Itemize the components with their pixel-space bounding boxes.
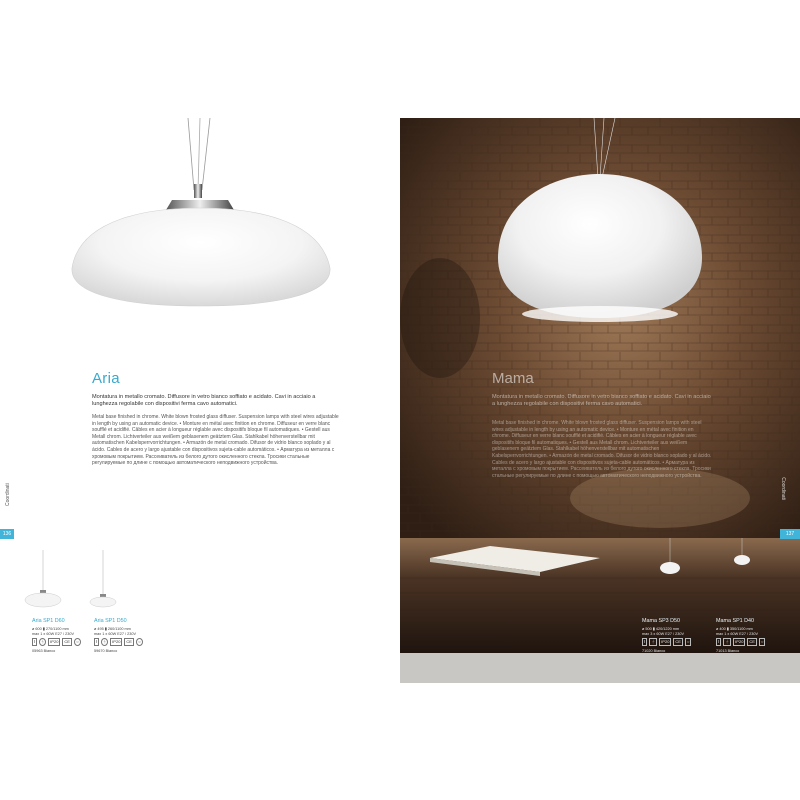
class-icon: Ⅰ	[96, 639, 98, 644]
ce-mark: CE	[675, 639, 681, 644]
bulb-icon: ○	[136, 638, 143, 646]
right-page	[400, 118, 800, 683]
ip-rating: IP20	[112, 639, 121, 644]
product-card-aria-d60	[18, 550, 79, 653]
product-dimensions: ø 500 ▮ 420/1220 mm	[642, 627, 680, 631]
earth-icon: ⏚	[651, 639, 656, 644]
ip-rating: IP20	[50, 639, 59, 644]
class-icon: Ⅰ	[718, 639, 720, 644]
product-code: 59670 Bianco	[94, 649, 118, 653]
aria-d50-thumbnail	[78, 550, 128, 615]
bulb-icon: ○	[760, 639, 764, 644]
page-number-tab: 137	[780, 529, 800, 539]
left-page	[0, 118, 400, 683]
product-title: Aria	[92, 370, 120, 387]
aria-d60-thumbnail	[18, 550, 68, 615]
page-number-tab: 136	[0, 529, 14, 539]
section-label: Coordinati	[5, 483, 11, 506]
product-name: Aria SP1 D50	[94, 618, 127, 624]
product-name: Mama SP3 D50	[642, 618, 681, 624]
product-dimensions: ø 600 ▮ 270/1100 mm	[32, 627, 69, 631]
earth-icon: ⏚	[40, 639, 45, 644]
product-name: Mama SP1 D40	[716, 618, 755, 624]
description-multilingual: Metal base finished in chrome. White blown frosted glass diffuser. Suspension lamps with steel wires adjustable in length by using an automatic device. • Monture en métal avec finition en chrome. Diffuseur en verre blanc soufflé et acidifié. Câbles en acier à longueur réglable avec dispositifs bloque fil automatiques. • Gestell aus Metall chrom. Lichtverteiler aus weißem geblasenem geätztem Glas. Stahlkabel höhenverstellbar mit automatischen Kabelsperrvorrichtungen. • Armazón de metal cromado. Difusor de vidrio blanco soplado y al ácido. Cables de acero y largo ajustable con dispositivos sujeta-cable automáticos. • Арматура из металла с хромовым покрытием. Рассеиватель из белого дутого окисленного стекла. Тросики стальные регулируемые по длине с помощью автоматического неподвижного устройства.	[92, 414, 339, 467]
aria-pendant-lamp-image	[60, 118, 370, 333]
ip-rating: IP20	[661, 639, 670, 644]
certification-symbols	[716, 638, 765, 646]
product-card-aria-d50	[78, 550, 141, 653]
class-icon: Ⅰ	[34, 639, 36, 644]
bulb-icon: ○	[74, 638, 81, 646]
certification-symbols	[642, 638, 691, 646]
class-icon: Ⅰ	[644, 639, 646, 644]
product-wattage: max 1 x 60W E27 / 230V	[716, 632, 758, 636]
description-italian: Montatura in metallo cromato. Diffusore in vetro bianco soffiato e acidato. Cavi in acciaio a lunghezza regolabile con dispositivi ferma cavo automatici.	[492, 394, 711, 408]
ce-mark: CE	[126, 639, 132, 644]
description-italian: Montatura in metallo cromato. Diffusore in vetro bianco soffiato e acidato. Cavi in acciaio a lunghezza regolabile con dispositivi ferma cavo automatici.	[92, 394, 316, 408]
product-code: 05963 Bianco	[32, 649, 56, 653]
earth-icon: ⏚	[102, 639, 107, 644]
product-name: Aria SP1 D60	[32, 618, 65, 624]
section-label: Coordinati	[780, 477, 786, 500]
product-dimensions: ø 495 ▮ 260/1100 mm	[94, 627, 131, 631]
product-code: 71013 Bianco	[716, 649, 740, 653]
product-wattage: max 1 x 60W E27 / 230V	[94, 632, 136, 636]
ip-rating: IP20	[735, 639, 744, 644]
product-dimensions: ø 400 ▮ 350/1100 mm	[716, 627, 753, 631]
product-wattage: max 3 x 60W E27 / 230V	[642, 632, 684, 636]
product-title: Mama	[492, 370, 534, 387]
bulb-icon: ○	[686, 639, 690, 644]
ce-mark: CE	[749, 639, 755, 644]
product-wattage: max 1 x 60W E27 / 230V	[32, 632, 74, 636]
earth-icon: ⏚	[725, 639, 730, 644]
ce-mark: CE	[64, 639, 70, 644]
description-multilingual: Metal base finished in chrome. White blown frosted glass diffuser. Suspension lamps with steel wires adjustable in length by using an automatic device. • Monture en métal avec finition en chrome. Diffuseur en verre blanc soufflé et acidifié. Câbles en acier à longueur réglable avec dispositifs bloque fil automatiques. • Gestell aus Metall chrom. Lichtverteiler aus weißem geblasenem geätztem Glas. Stahlkabel höhenverstellbar mit automatischen Kabelsperrvorrichtungen. • Armazón de metal cromado. Difusor de vidrio blanco soplado y al ácido. Cables de acero y largo ajustable con dispositivos sujeta-cable automáticos. • Арматура из металла с хромовым покрытием. Рассеиватель из белого дутого окисленного стекла. Тросики стальные регулируемые по длине с помощью автоматического неподвижного устройства.	[492, 420, 712, 479]
certification-symbols	[94, 638, 143, 646]
floor-band	[400, 653, 800, 683]
product-code: 71020 Bianco	[642, 649, 666, 653]
certification-symbols	[32, 638, 81, 646]
